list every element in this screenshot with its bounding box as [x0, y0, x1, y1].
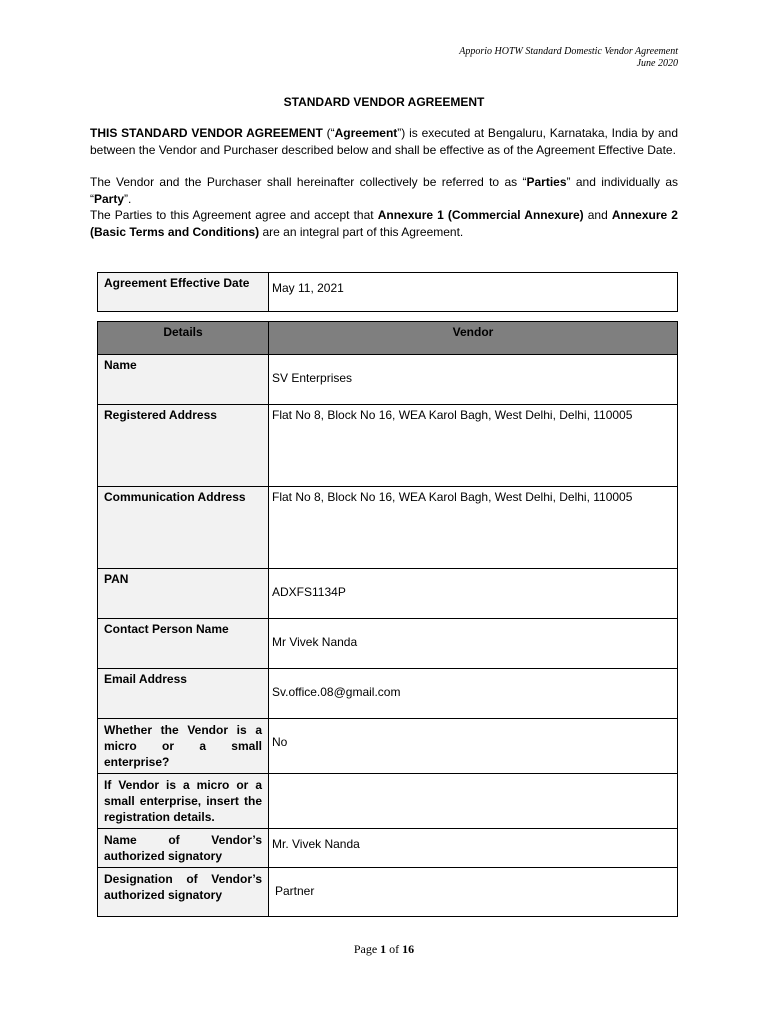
- effective-date-label: Agreement Effective Date: [98, 273, 269, 312]
- document-header: [459, 46, 678, 70]
- row-label-signatory-designation: Designation of Vendor’s authorized signatory: [98, 868, 269, 917]
- intro-bold-lead: THIS STANDARD VENDOR AGREEMENT: [90, 126, 323, 140]
- row-value-name: SV Enterprises: [269, 355, 678, 405]
- table-row: [98, 829, 678, 868]
- row-label-contact-person: Contact Person Name: [98, 619, 269, 669]
- effective-date-value: May 11, 2021: [269, 273, 678, 312]
- intro-text: ”) is executed at Bengaluru, Karnataka, India by and between the Vendor and Purchaser described below and shall be effective as of the Agreement Effective Date.: [90, 126, 678, 157]
- row-label-micro-enterprise: Whether the Vendor is a micro or a small enterprise?: [98, 719, 269, 774]
- table-row: [98, 273, 678, 312]
- table-row: [98, 868, 678, 917]
- intro-text: and: [583, 208, 612, 222]
- effective-date-table: [97, 272, 678, 312]
- intro-paragraph-1: [90, 125, 678, 159]
- intro-text: are an integral part of this Agreement.: [259, 225, 464, 239]
- intro-text: The Parties to this Agreement agree and accept that: [90, 208, 378, 222]
- table-row: [98, 669, 678, 719]
- table-row: [98, 569, 678, 619]
- footer-of-word: of: [386, 942, 403, 956]
- row-label-registration-details: If Vendor is a micro or a small enterprise, insert the registration details.: [98, 774, 269, 829]
- table-row: [98, 619, 678, 669]
- column-header-details: Details: [98, 322, 269, 355]
- row-label-communication-address: Communication Address: [98, 487, 269, 569]
- table-row: [98, 355, 678, 405]
- table-row: [98, 719, 678, 774]
- intro-term: Agreement: [334, 126, 398, 140]
- column-header-vendor: Vendor: [269, 322, 678, 355]
- table-header-row: [98, 322, 678, 355]
- row-label-registered-address: Registered Address: [98, 405, 269, 487]
- table-row: [98, 487, 678, 569]
- intro-term: Party: [94, 192, 125, 206]
- footer-page-number: 1: [380, 942, 387, 956]
- table-row: [98, 774, 678, 829]
- intro-term: Parties: [526, 175, 567, 189]
- row-value-signatory-name: Mr. Vivek Nanda: [269, 829, 678, 868]
- row-label-name: Name: [98, 355, 269, 405]
- intro-term: Annexure 1 (Commercial Annexure): [377, 208, 584, 222]
- intro-text: (“: [322, 126, 335, 140]
- row-label-pan: PAN: [98, 569, 269, 619]
- row-value-micro-enterprise: No: [269, 719, 678, 774]
- page-footer: [0, 942, 768, 957]
- header-title: Apporio HOTW Standard Domestic Vendor Agreement: [459, 46, 678, 57]
- row-value-pan: ADXFS1134P: [269, 569, 678, 619]
- intro-paragraph-3: [90, 207, 678, 241]
- table-row: [98, 405, 678, 487]
- vendor-details-table: [97, 321, 678, 917]
- row-value-registration-details: [269, 774, 678, 829]
- intro-paragraph-2: [90, 174, 678, 208]
- intro-term: Annexure 2 (Basic Terms and Conditions): [90, 208, 678, 239]
- intro-text: ”.: [124, 192, 132, 206]
- row-value-contact-person: Mr Vivek Nanda: [269, 619, 678, 669]
- row-label-email: Email Address: [98, 669, 269, 719]
- page-title: STANDARD VENDOR AGREEMENT: [283, 95, 485, 109]
- footer-page-word: Page: [353, 942, 381, 956]
- row-value-signatory-designation: Partner: [269, 868, 678, 917]
- intro-text: The Vendor and the Purchaser shall hereinafter collectively be referred to as “: [90, 175, 527, 189]
- row-value-registered-address: Flat No 8, Block No 16, WEA Karol Bagh, West Delhi, Delhi, 110005: [269, 405, 678, 487]
- row-value-email: Sv.office.08@gmail.com: [269, 669, 678, 719]
- row-value-communication-address: Flat No 8, Block No 16, WEA Karol Bagh, West Delhi, Delhi, 110005: [269, 487, 678, 569]
- intro-text: ” and individually as “: [90, 175, 678, 206]
- row-label-signatory-name: Name of Vendor’s authorized signatory: [98, 829, 269, 868]
- footer-page-total: 16: [402, 942, 415, 956]
- header-date: June 2020: [636, 58, 678, 69]
